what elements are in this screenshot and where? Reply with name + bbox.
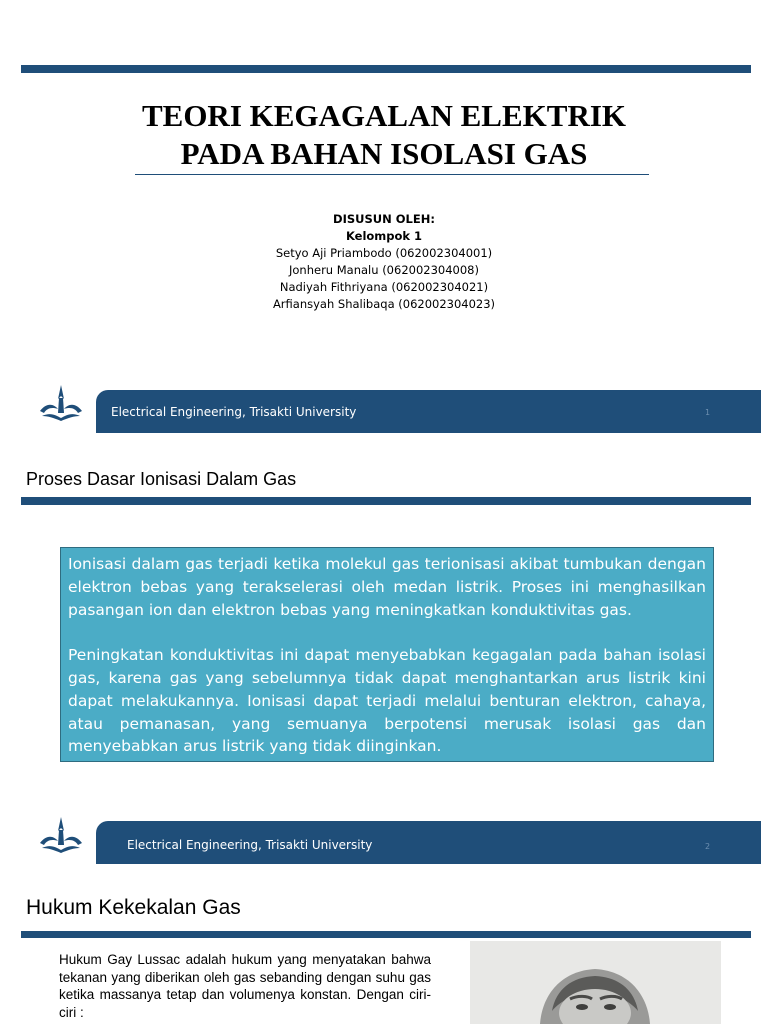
title-underline (135, 174, 649, 175)
top-rule (21, 65, 751, 73)
page-number: 2 (705, 842, 711, 851)
info-paragraph: Peningkatan konduktivitas ini dapat menyebabkan kegagalan pada bahan isolasi gas, karena gas yang sebelumnya tidak dapat menghantarkan arus listrik kini dapat melakukannya. Ionisasi dapat terjadi melalui benturan elektron, cahaya, atau pemanasan, yang semuanya berpotensi merusak isolasi gas dan menyebabkan arus listrik yang tidak diinginkan. (68, 646, 706, 756)
section-heading: Hukum Kekekalan Gas (26, 896, 241, 919)
prepared-by-label: DISUSUN OLEH: (333, 212, 435, 226)
slide-title-line-1: TEORI KEGAGALAN ELEKTRIK (141, 98, 627, 133)
author-name: Nadiyah Fithriyana (062002304021) (279, 280, 489, 294)
section-heading: Proses Dasar Ionisasi Dalam Gas (26, 469, 297, 489)
authors-block (0, 211, 768, 313)
author-name: Arfiansyah Shalibaqa (062002304023) (272, 297, 496, 311)
info-paragraph: Ionisasi dalam gas terjadi ketika molekul gas terionisasi akibat tumbukan dengan elektron bebas yang terakselerasi oleh medan listrik. Proses ini menghasilkan pasangan ion dan elektron bebas yang meningkatkan konduktivitas gas. (68, 555, 706, 619)
trisakti-logo-icon (38, 383, 84, 423)
author-name: Jonheru Manalu (062002304008) (289, 263, 479, 277)
trisakti-logo-icon (38, 815, 84, 855)
slide-title-line-2: PADA BAHAN ISOLASI GAS (180, 136, 588, 171)
section-rule (21, 931, 751, 938)
page-number: 1 (705, 408, 711, 417)
group-label: Kelompok 1 (345, 229, 423, 243)
footer-text: Electrical Engineering, Trisakti University (127, 838, 373, 852)
body-paragraph: Hukum Gay Lussac adalah hukum yang menyatakan bahwa tekanan yang diberikan oleh gas sebanding dengan suhu gas ketika massanya tetap dan volumenya konstan. Dengan ciri-ciri : (59, 952, 431, 1020)
info-box (60, 547, 714, 762)
gay-lussac-portrait (470, 941, 721, 1024)
author-name: Setyo Aji Priambodo (062002304001) (275, 246, 493, 260)
footer-text: Electrical Engineering, Trisakti University (111, 405, 357, 419)
section-rule (21, 497, 751, 505)
